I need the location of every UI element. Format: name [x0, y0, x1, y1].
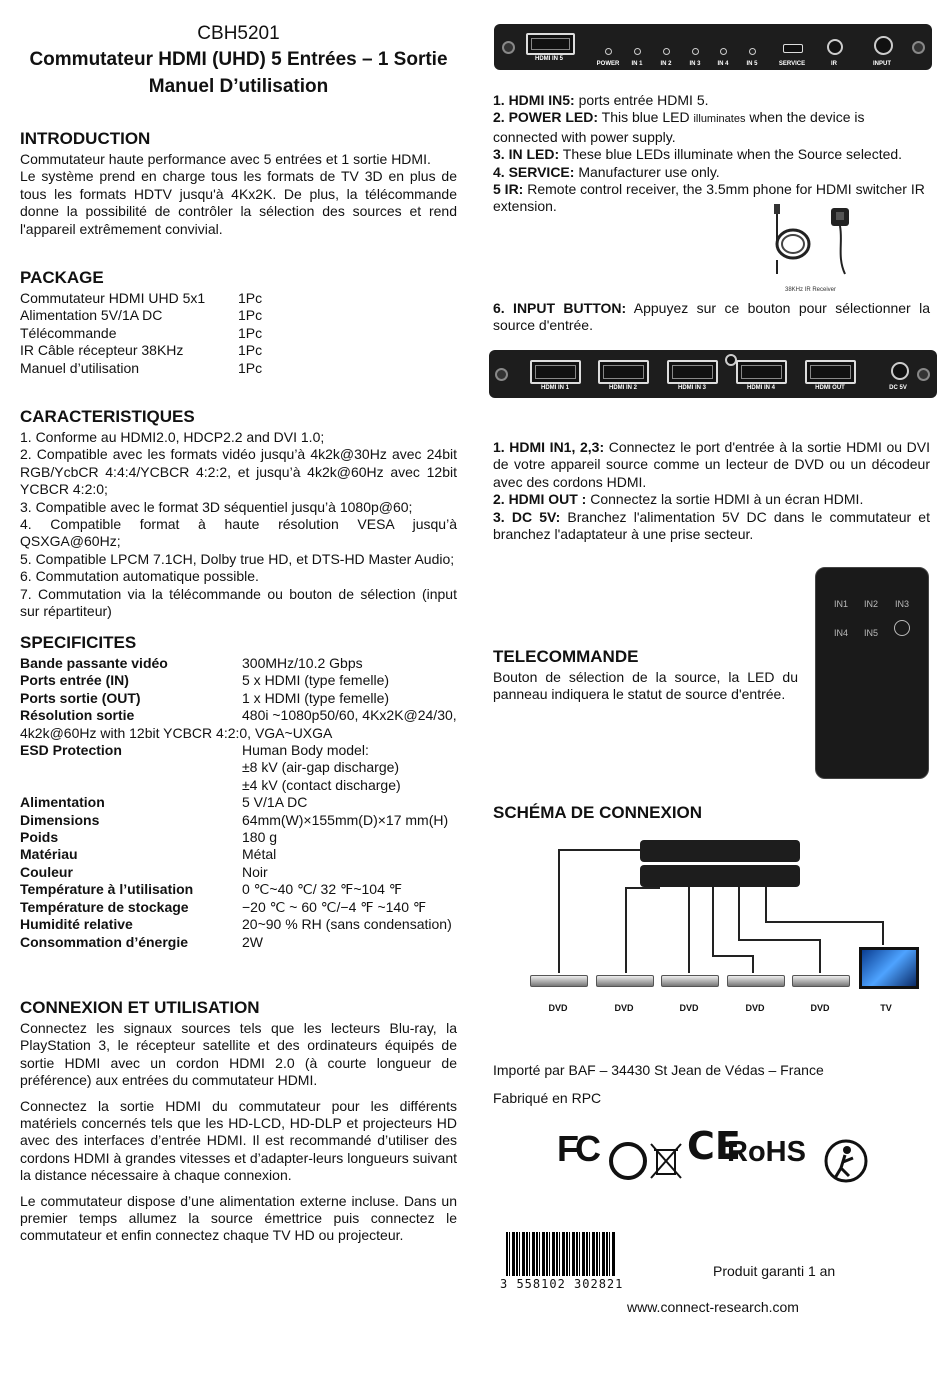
- panel-label: POWER: [596, 61, 620, 67]
- document-header: [20, 22, 457, 100]
- led-icon: [605, 48, 612, 55]
- remote-heading: TELECOMMANDE: [493, 647, 639, 666]
- package-section: [20, 268, 457, 377]
- website-text: www.connect-research.com: [627, 1299, 799, 1315]
- hdmi-port-icon: [736, 360, 787, 384]
- front-item-value: This blue LED: [598, 109, 694, 126]
- front-item-key: 1. HDMI IN5:: [493, 92, 575, 108]
- spec-value: 20~90 % RH (sans condensation): [242, 916, 452, 933]
- led-icon: [749, 48, 756, 55]
- panel-label: SERVICE: [778, 61, 806, 67]
- panel-label: HDMI IN 2: [608, 385, 637, 391]
- package-item: IR Câble récepteur 38KHz: [20, 342, 184, 359]
- model-number: CBH5201: [197, 23, 280, 44]
- made-in-text: Fabriqué en RPC: [493, 1090, 602, 1106]
- usb-port-icon: [783, 44, 803, 53]
- ir-caption: 38KHz IR Receiver: [785, 287, 837, 293]
- package-row: [20, 342, 457, 359]
- package-qty: 1Pc: [238, 359, 263, 376]
- front-item-value: Remote control receiver, the 3.5mm phone for HDMI switcher IR extension.: [493, 181, 925, 215]
- barcode: [500, 1232, 624, 1292]
- input-button-key: 6. INPUT BUTTON:: [493, 300, 627, 316]
- package-qty: 1Pc: [238, 342, 263, 359]
- feature-item: 5. Compatible LPCM 7.1CH, Dolby true HD, et DTS-HD Master Audio;: [20, 550, 455, 567]
- remote-text: Bouton de sélection de la source, la LED du panneau indiquera le statut de source d'entrée.: [493, 669, 798, 703]
- introduction-heading: INTRODUCTION: [20, 129, 151, 148]
- spec-key: Ports entrée (IN): [20, 672, 129, 689]
- ir-cable-icon: [765, 202, 865, 282]
- barcode-bars: [506, 1232, 616, 1276]
- spec-key: Température de stockage: [20, 898, 189, 915]
- spec-value: ±8 kV (air-gap discharge): [242, 759, 400, 776]
- front-item-small: illuminates: [693, 113, 746, 126]
- device-label: DVD: [548, 1003, 568, 1013]
- spec-key: Poids: [20, 829, 59, 846]
- connexion-p2: Connectez la sortie HDMI du commutateur pour les différents matériels concernés tels que les HD-LCD, HD-DLP et projecteurs HD avec des interfaces d’entrée HDMI. Il est recommandé d’utiliser des cordons HDMI à grandes vitesses et d’adapter-leurs longueurs suivant la distance nécessaire à chaque connexion.: [20, 1097, 457, 1184]
- package-row: [20, 307, 457, 324]
- back-item-value: Branchez l'alimentation 5V DC dans le commutateur et branchez l'adaptateur à une prise secteur.: [493, 508, 930, 543]
- spec-value: Métal: [242, 846, 277, 863]
- panel-label: HDMI IN 1: [540, 385, 569, 391]
- back-item-key: 1. HDMI IN1, 2,3:: [493, 439, 605, 455]
- screw-icon: [495, 368, 508, 381]
- dvd-player-icon: [530, 975, 588, 987]
- remote-button-label: IN2: [864, 599, 879, 609]
- spec-value: 180 g: [242, 829, 278, 846]
- features-heading: CARACTERISTIQUES: [20, 407, 195, 426]
- spec-key: Humidité relative: [20, 916, 133, 933]
- panel-label: INPUT: [873, 61, 891, 67]
- spec-key: Dimensions: [20, 811, 100, 828]
- spec-key: Résolution sortie: [20, 707, 135, 724]
- spec-key: Matériau: [20, 846, 78, 863]
- feature-item: 6. Commutation automatique possible.: [20, 568, 259, 585]
- panel-label: IR: [831, 61, 837, 67]
- ce-logo: CE: [687, 1124, 741, 1168]
- led-icon: [692, 48, 699, 55]
- panel-label: HDMI OUT: [815, 385, 845, 391]
- input-button-description: [493, 300, 930, 335]
- ir-jack-icon: [827, 39, 843, 55]
- weee-bin-icon: [649, 1140, 683, 1182]
- spec-value: 1 x HDMI (type femelle): [242, 689, 390, 706]
- back-item-value: Connectez la sortie HDMI à un écran HDMI.: [586, 491, 864, 508]
- remote-button-label: IN5: [864, 628, 879, 638]
- device-label: DVD: [679, 1003, 699, 1013]
- certification-logos: [557, 1124, 873, 1184]
- device-label: DVD: [810, 1003, 830, 1013]
- introduction-p1: Commutateur haute performance avec 5 entrées et 1 sortie HDMI.: [20, 151, 431, 167]
- introduction-p2: Le système prend en charge tous les formats de TV 3D en plus de tous les formats HDTV jusqu'à 4Kx2K. De plus, la télécommande donne la possibilité de contrôler la sélection des sources et rend l'appareil extrêmement convivial.: [20, 168, 457, 237]
- hdmi-port-icon: [598, 360, 649, 384]
- dc-jack-icon: [891, 362, 909, 380]
- screw-icon: [502, 41, 515, 54]
- panel-label: HDMI IN 3: [677, 385, 706, 391]
- feature-item: 1. Conforme au HDMI2.0, HDCP2.2 and DVI 1.0;: [20, 429, 325, 445]
- panel-label: HDMI IN 4: [746, 385, 775, 391]
- switch-front-icon: [640, 840, 800, 862]
- remote-button-label: IN1: [834, 599, 849, 609]
- spec-value: 5 V/1A DC: [242, 794, 308, 811]
- package-row: [20, 325, 457, 342]
- importer-text: Importé par BAF – 34430 St Jean de Védas – France: [493, 1062, 824, 1078]
- front-item-value: These blue LEDs illuminate when the Source selected.: [559, 146, 903, 163]
- connexion-heading: CONNEXION ET UTILISATION: [20, 998, 260, 1017]
- device-label: DVD: [614, 1003, 634, 1013]
- hdmi-port-icon: [526, 33, 575, 55]
- front-panel-image: [494, 24, 932, 70]
- spec-value: 0 ℃~40 ℃/ 32 ℉~104 ℉: [242, 881, 403, 898]
- spec-value: ±4 kV (contact discharge): [242, 776, 401, 793]
- front-item-key: 4. SERVICE:: [493, 163, 575, 180]
- connexion-section: [20, 998, 457, 1245]
- dvd-player-icon: [727, 975, 785, 987]
- document-title: Commutateur HDMI (UHD) 5 Entrées – 1 Sortie: [29, 49, 448, 70]
- spec-key: Température à l’utilisation: [20, 881, 194, 898]
- spec-value: Noir: [242, 863, 268, 880]
- feature-item: 4. Compatible format à haute résolution VESA jusqu’à QSXGA@60Hz;: [20, 516, 457, 550]
- screw-icon: [912, 41, 925, 54]
- tidy-man-icon: [821, 1138, 871, 1184]
- feature-item: 2. Compatible avec les formats vidéo jusqu’à 4k2k@30Hz avec 24bit RGB/YcbCR 4:4:4/YCBCR 4:2:2, et jusqu’à 4k2k@60Hz avec 12bit YCBCR 4:2:0;: [20, 446, 457, 498]
- dvd-player-icon: [792, 975, 850, 987]
- input-button-icon: [874, 36, 893, 55]
- package-item: Télécommande: [20, 324, 117, 341]
- fcc-logo: FC: [557, 1128, 597, 1169]
- spec-key: Couleur: [20, 863, 73, 880]
- package-row: [20, 290, 457, 307]
- package-heading: PACKAGE: [20, 268, 104, 287]
- schema-heading: [493, 803, 702, 825]
- panel-label: IN 4: [717, 61, 729, 67]
- connection-diagram: [530, 835, 930, 1015]
- connexion-p1: Connectez les signaux sources tels que les lecteurs Blu-ray, la PlayStation 3, le récepteur satellite et des ordinateurs équipés de sortie HDMI avec un cordon HDMI 2.0 (à courte longueur de préférence) aux entrées du commutateur HDMI.: [20, 1020, 457, 1089]
- panel-label: DC 5V: [889, 385, 907, 391]
- introduction-section: [20, 129, 457, 238]
- spec-value: Human Body model:: [242, 742, 369, 759]
- package-item: Commutateur HDMI UHD 5x1: [20, 290, 206, 306]
- front-item-value: Manufacturer use only.: [574, 163, 720, 180]
- front-item-key: 3. IN LED:: [493, 146, 560, 163]
- panel-label: IN 1: [631, 61, 643, 67]
- switch-back-icon: [640, 865, 800, 887]
- specs-heading: SPECIFICITES: [20, 633, 137, 652]
- device-label: DVD: [745, 1003, 765, 1013]
- led-icon: [663, 48, 670, 55]
- spec-key: Bande passante vidéo: [20, 655, 168, 671]
- recycle-icon: [609, 1142, 647, 1180]
- remote-button-label: IN3: [895, 599, 910, 609]
- back-panel-description: [493, 439, 930, 543]
- front-panel-description: [493, 92, 930, 216]
- spec-key: Alimentation: [20, 794, 105, 811]
- document-subtitle: Manuel D’utilisation: [148, 76, 329, 97]
- schema-heading-text: SCHÉMA DE CONNEXION: [493, 803, 703, 822]
- remote-button-label: IN4: [834, 628, 849, 638]
- led-icon: [634, 48, 641, 55]
- screw-icon: [917, 368, 930, 381]
- hdmi-port-icon: [805, 360, 856, 384]
- spec-key: Ports sortie (OUT): [20, 689, 141, 706]
- barcode-number: 3 558102 302821: [500, 1277, 624, 1291]
- package-qty: 1Pc: [238, 324, 263, 341]
- remote-section: [493, 647, 798, 704]
- front-item-value: ports entrée HDMI 5.: [574, 92, 709, 108]
- connexion-p3: Le commutateur dispose d’une alimentation externe incluse. Dans un premier temps allumez la source émettrice puis connectez le commutateur et enfin connectez chaque TV HD ou projecteur.: [20, 1192, 457, 1244]
- back-item-key: 3. DC 5V:: [493, 508, 561, 525]
- hdmi-port-icon: [530, 360, 581, 384]
- hdmi-port-icon: [667, 360, 718, 384]
- package-item: Manuel d’utilisation: [20, 359, 140, 376]
- package-qty: 1Pc: [238, 307, 263, 324]
- front-item-value: when the device is connected with power supply.: [493, 109, 865, 145]
- led-icon: [720, 48, 727, 55]
- tv-icon: [859, 947, 919, 989]
- remote-control-image: [815, 567, 929, 779]
- specs-section: [20, 633, 457, 951]
- spec-value-cont: 4k2k@60Hz with 12bit YCBCR 4:2:0, VGA~UXGA: [20, 724, 333, 741]
- feature-item: 7. Commutation via la télécommande ou bouton de sélection (input sur répartiteur): [20, 585, 457, 620]
- device-label: TV: [880, 1003, 892, 1013]
- dvd-player-icon: [661, 975, 719, 987]
- panel-label: HDMI IN 5: [534, 56, 563, 62]
- features-section: [20, 407, 457, 620]
- dvd-player-icon: [596, 975, 654, 987]
- ir-receiver-image: [765, 202, 865, 292]
- input-button-value: Appuyez sur ce bouton pour sélectionner la source d'entrée.: [493, 300, 930, 334]
- back-item-value: Connectez le port d'entrée à la sortie HDMI ou DVI de votre appareil source comme un lecteur de DVD ou un décodeur avec des cordons HDMI.: [493, 439, 930, 490]
- warranty-text: Produit garanti 1 an: [713, 1263, 836, 1279]
- panel-label: IN 5: [746, 61, 758, 67]
- spec-key: ESD Protection: [20, 742, 122, 759]
- spec-value: 64mm(W)×155mm(D)×17 mm(H): [242, 811, 449, 828]
- spec-value: −20 ℃ ~ 60 ℃/−4 ℉ ~140 ℉: [242, 898, 427, 915]
- spec-value: 2W: [242, 933, 263, 950]
- spec-value: 300MHz/10.2 Gbps: [242, 655, 363, 671]
- spec-value: 480i ~1080p50/60, 4Kx2K@24/30,: [242, 707, 457, 724]
- package-row: [20, 360, 457, 377]
- back-panel-image: [489, 350, 937, 398]
- spec-key: Consommation d’énergie: [20, 933, 189, 950]
- rohs-logo: RoHS: [727, 1136, 806, 1168]
- panel-label: IN 3: [689, 61, 701, 67]
- power-icon: [894, 620, 910, 636]
- front-item-key: 2. POWER LED:: [493, 109, 599, 126]
- package-qty: 1Pc: [238, 290, 263, 306]
- back-item-key: 2. HDMI OUT :: [493, 491, 587, 508]
- package-item: Alimentation 5V/1A DC: [20, 307, 163, 324]
- spec-value: 5 x HDMI (type femelle): [242, 672, 390, 689]
- front-item-key: 5 IR:: [493, 181, 524, 198]
- feature-item: 3. Compatible avec le format 3D séquentiel jusqu’à 1080p@60;: [20, 498, 413, 515]
- panel-label: IN 2: [660, 61, 672, 67]
